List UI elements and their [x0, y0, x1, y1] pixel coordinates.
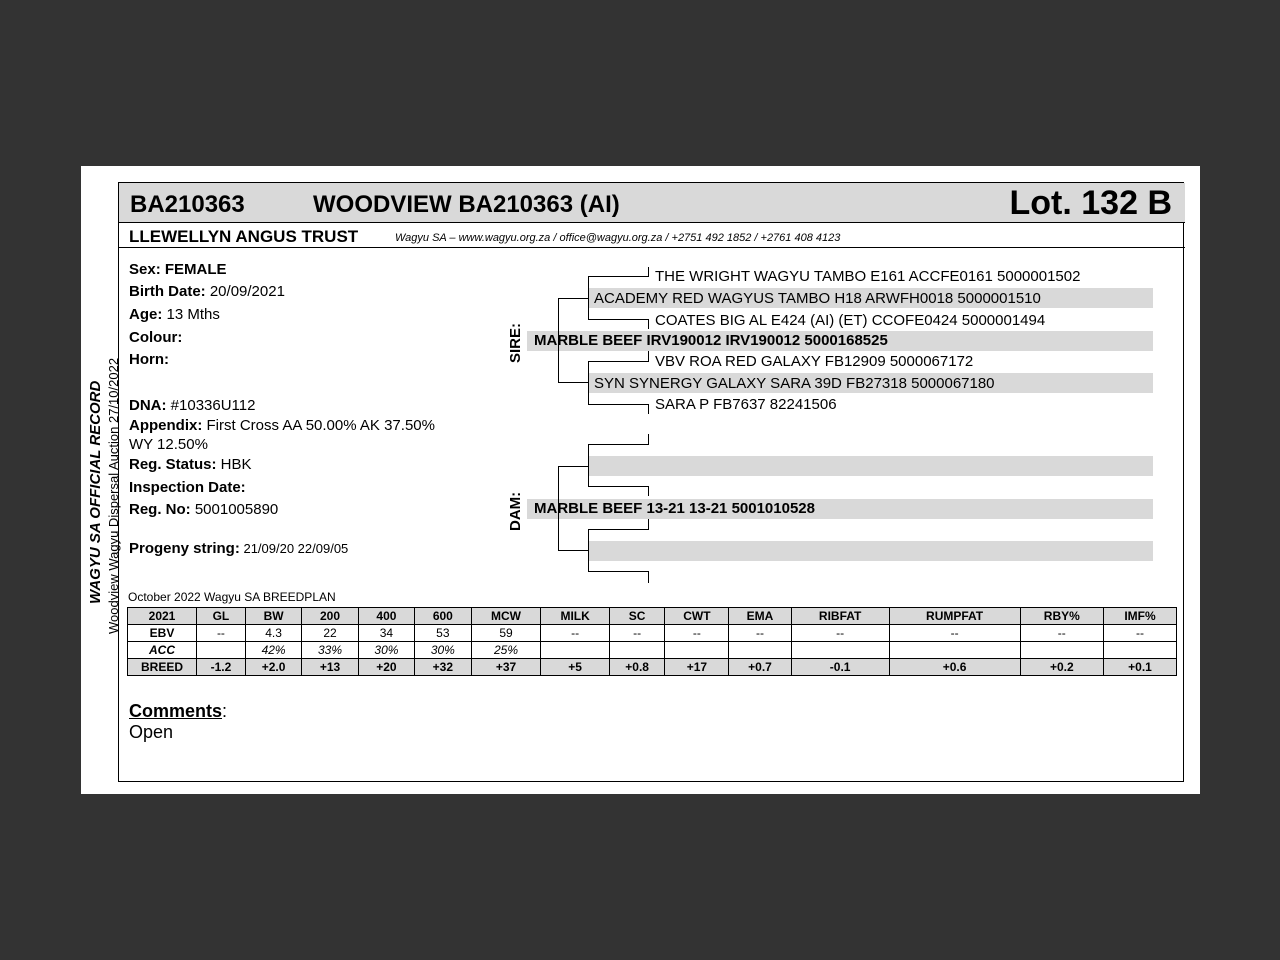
ebv-cell: --: [1104, 625, 1177, 642]
birth-date-field: Birth Date: 20/09/2021: [129, 283, 285, 300]
ebv-cell: --: [197, 625, 246, 642]
col-header: EMA: [729, 608, 791, 625]
col-header: IMF%: [1104, 608, 1177, 625]
appendix-field: Appendix: First Cross AA 50.00% AK 37.50%: [129, 417, 435, 434]
col-header: MCW: [471, 608, 541, 625]
connector: [558, 298, 589, 299]
col-header: 600: [415, 608, 471, 625]
row-label: ACC: [128, 642, 197, 659]
col-header: RUMPFAT: [889, 608, 1020, 625]
row-label: EBV: [128, 625, 197, 642]
ebv-cell: 59: [471, 625, 541, 642]
breed-cell: -1.2: [197, 659, 246, 676]
sire-sire-sire-name: THE WRIGHT WAGYU TAMBO E161 ACCFE0161 5000001502: [655, 268, 1081, 285]
breed-cell: +0.6: [889, 659, 1020, 676]
acc-cell: [889, 642, 1020, 659]
reg-no-field: Reg. No: 5001005890: [129, 501, 279, 518]
ebv-cell: 22: [302, 625, 358, 642]
acc-cell: 30%: [358, 642, 414, 659]
colour-field: Colour:: [129, 329, 183, 346]
col-header: 200: [302, 608, 358, 625]
col-header: 400: [358, 608, 414, 625]
acc-cell: [791, 642, 889, 659]
comments-heading: Comments:: [129, 701, 228, 721]
breed-cell: +0.8: [609, 659, 665, 676]
connector: [588, 404, 649, 405]
lot-number: Lot. 132 B: [1009, 184, 1172, 222]
connector: [558, 382, 589, 383]
connector: [588, 444, 649, 445]
breed-cell: +17: [665, 659, 729, 676]
col-header: SC: [609, 608, 665, 625]
breed-cell: +13: [302, 659, 358, 676]
ebv-header-row: [128, 608, 1177, 625]
breed-cell: +20: [358, 659, 414, 676]
col-header: RIBFAT: [791, 608, 889, 625]
acc-cell: [1020, 642, 1103, 659]
age-field: Age: 13 Mths: [129, 306, 220, 323]
owner-name: LLEWELLYN ANGUS TRUST: [129, 227, 359, 246]
ebv-cell: 34: [358, 625, 414, 642]
col-header: CWT: [665, 608, 729, 625]
connector: [588, 529, 649, 530]
dam-dam-band: [588, 541, 1153, 561]
connector: [588, 276, 649, 277]
sire-dam-dam-name: SARA P FB7637 82241506: [655, 396, 837, 413]
connector: [588, 571, 649, 572]
auction-label: Woodview Wagyu Dispersal Auction 27/10/2022: [106, 357, 121, 634]
dna-field: DNA: #10336U112: [129, 397, 256, 414]
sire-dam-sire-name: VBV ROA RED GALAXY FB12909 5000067172: [655, 353, 974, 370]
connector: [648, 319, 649, 329]
animal-id: BA210363: [130, 191, 245, 218]
appendix-field-cont: WY 12.50%: [129, 436, 208, 453]
connector: [588, 361, 589, 405]
breed-cell: +0.7: [729, 659, 791, 676]
breed-cell: +2.0: [245, 659, 301, 676]
owner-divider: [119, 247, 1185, 248]
ebv-cell: --: [729, 625, 791, 642]
sire-sire-name: ACADEMY RED WAGYUS TAMBO H18 ARWFH0018 5000001510: [594, 290, 1041, 307]
connector: [588, 486, 649, 487]
breed-row: [128, 659, 1177, 676]
official-record-label: WAGYU SA OFFICIAL RECORD: [87, 380, 104, 604]
acc-cell: 33%: [302, 642, 358, 659]
connector: [648, 404, 649, 414]
acc-cell: [729, 642, 791, 659]
breed-cell: +0.2: [1020, 659, 1103, 676]
breed-cell: +0.1: [1104, 659, 1177, 676]
acc-cell: [665, 642, 729, 659]
dam-sire-band: [588, 456, 1153, 476]
ebv-table: [127, 607, 1177, 676]
ebv-cell: --: [541, 625, 609, 642]
ebv-cell: --: [791, 625, 889, 642]
breed-cell: +37: [471, 659, 541, 676]
col-header: GL: [197, 608, 246, 625]
connector: [588, 319, 649, 320]
acc-cell: 42%: [245, 642, 301, 659]
acc-cell: 25%: [471, 642, 541, 659]
connector: [588, 361, 649, 362]
inspection-date-field: Inspection Date:: [129, 479, 246, 496]
connector: [588, 529, 589, 572]
sex-field: Sex: FEMALE: [129, 261, 227, 278]
connector: [648, 519, 649, 529]
sire-name: MARBLE BEEF IRV190012 IRV190012 5000168525: [534, 332, 888, 349]
dam-label: DAM:: [507, 491, 524, 531]
sire-dam-name: SYN SYNERGY GALAXY SARA 39D FB27318 5000067180: [594, 375, 995, 392]
acc-row: [128, 642, 1177, 659]
sire-label: SIRE:: [507, 322, 524, 363]
connector: [558, 466, 589, 467]
sire-sire-dam-name: COATES BIG AL E424 (AI) (ET) CCOFE0424 5000001494: [655, 312, 1046, 329]
ebv-cell: --: [609, 625, 665, 642]
breed-cell: -0.1: [791, 659, 889, 676]
connector: [648, 351, 649, 361]
col-header: MILK: [541, 608, 609, 625]
progeny-field: Progeny string: 21/09/20 22/09/05: [129, 540, 349, 557]
ebv-row: [128, 625, 1177, 642]
contact-line: Wagyu SA – www.wagyu.org.za / office@wagyu.org.za / +2751 492 1852 / +2761 408 4123: [395, 232, 841, 244]
ebv-cell: 4.3: [245, 625, 301, 642]
breedplan-caption: October 2022 Wagyu SA BREEDPLAN: [128, 590, 336, 604]
connector: [648, 486, 649, 496]
dam-name: MARBLE BEEF 13-21 13-21 5001010528: [534, 500, 815, 517]
acc-cell: [609, 642, 665, 659]
ebv-cell: --: [889, 625, 1020, 642]
acc-cell: 30%: [415, 642, 471, 659]
connector: [558, 550, 589, 551]
acc-cell: [541, 642, 609, 659]
year-cell: 2021: [128, 608, 197, 625]
acc-cell: [197, 642, 246, 659]
row-label: BREED: [128, 659, 197, 676]
ebv-cell: --: [1020, 625, 1103, 642]
connector: [648, 571, 649, 583]
connector: [648, 434, 649, 444]
animal-name: WOODVIEW BA210363 (AI): [313, 191, 620, 218]
horn-field: Horn:: [129, 351, 169, 368]
comments-text: Open: [129, 722, 174, 742]
ebv-cell: --: [665, 625, 729, 642]
ebv-cell: 53: [415, 625, 471, 642]
acc-cell: [1104, 642, 1177, 659]
breed-cell: +5: [541, 659, 609, 676]
col-header: BW: [245, 608, 301, 625]
reg-status-field: Reg. Status: HBK: [129, 456, 252, 473]
breed-cell: +32: [415, 659, 471, 676]
col-header: RBY%: [1020, 608, 1103, 625]
